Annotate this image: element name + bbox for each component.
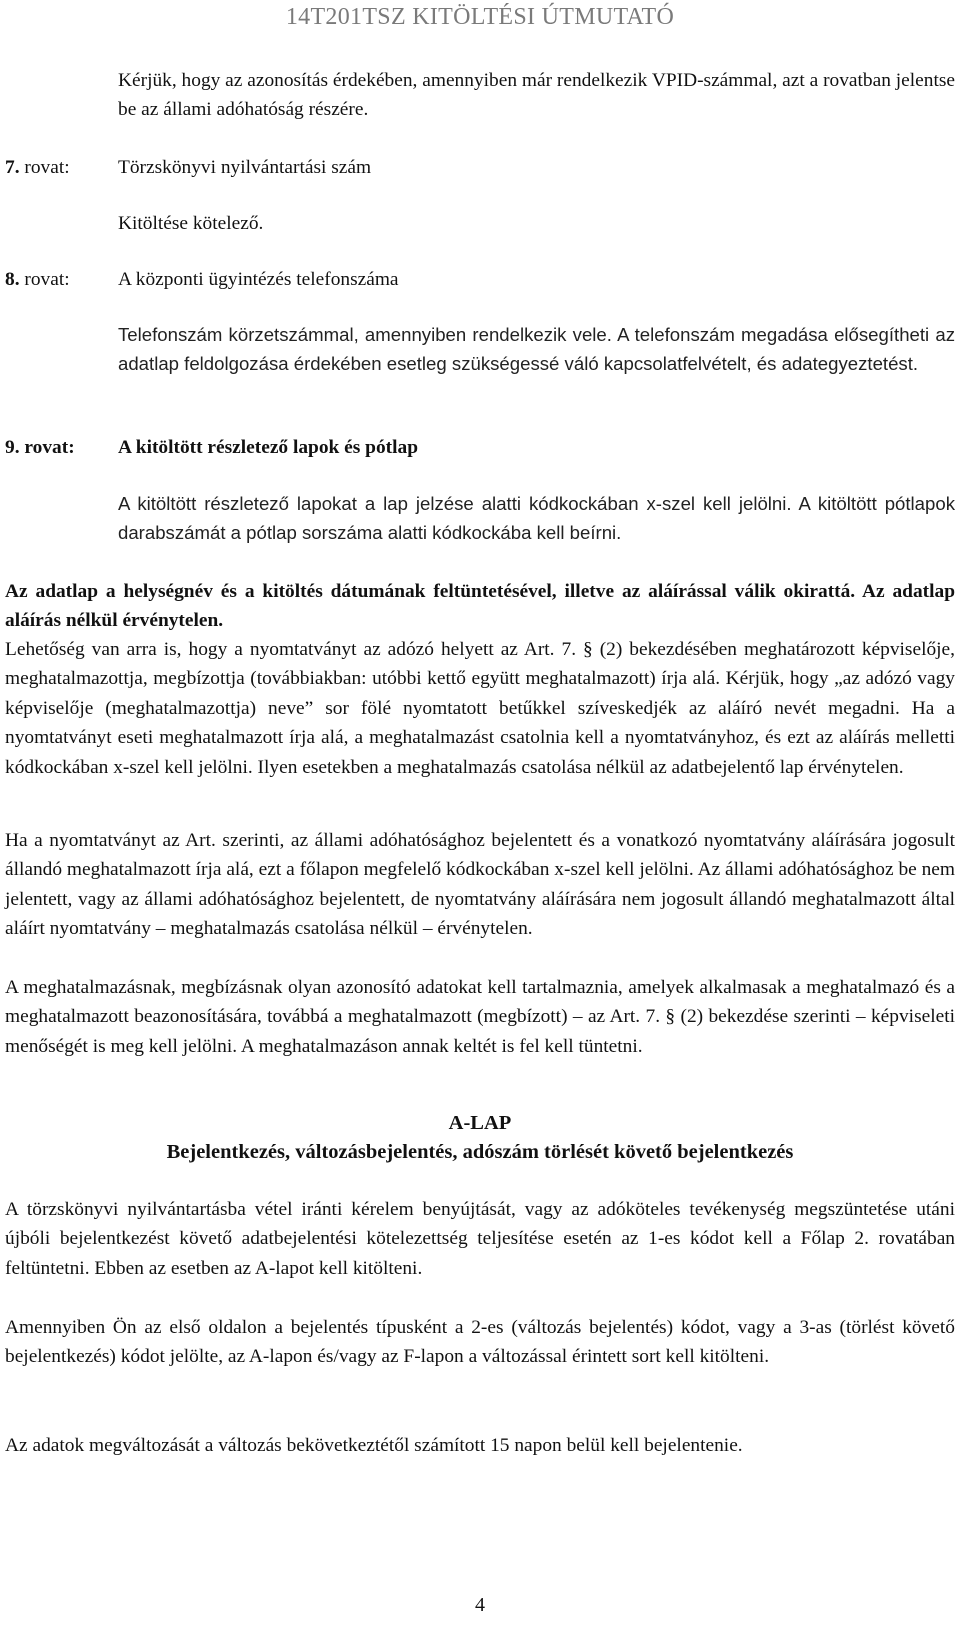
rovat-8-body: Telefonszám körzetszámmal, amennyiben rendelkezik vele. A telefonszám megadása elősegítheti az adatlap feldolgozása érdekében esetleg szükségessé váló kapcsolatfelvételt, és adategyeztetést.	[118, 324, 955, 375]
alap-heading: A-LAP	[448, 1112, 512, 1134]
signature-paragraph-3: A meghatalmazásnak, megbízásnak olyan azonosító adatokat kell tartalmaznia, amelyek alkalmasak a meghatalmazó és a meghatalmazott beazonosítására, továbbá a meghatalmazott (megbízott) – az Art. 7. § (2) bekezdése szerinti – képviseleti menőségét is meg kell jelölni. A meghatalmazáson annak keltét is fel kell tüntetni.	[5, 977, 955, 1057]
rovat-7-body: Kitöltése kötelező.	[118, 213, 264, 234]
signature-bold-notice-1: Az adatlap a helységnév és a kitöltés dátumának feltüntetésével, illetve az aláírással válik okirattá.	[5, 581, 856, 602]
signature-bold-notice	[5, 577, 955, 636]
signature-paragraph-1: Lehetőség van arra is, hogy a nyomtatványt az adózó helyett az Art. 7. § (2) bekezdésében meghatározott képviselője, meghatalmazottja, megbízottja (továbbiakban: utóbbi kettő együtt meghatalmazott) írja alá. Kérjük, hogy „az adózó vagy képviselője (meghatalmazottja) neve” sor fölé nyomtatott betűkkel szíveskedjék az aláíró nevét megadni. Ha a nyomtatványt eseti meghatalmazott írja alá, a meghatalmazást csatolnia kell a nyomtatványhoz, és ezt az aláírás melletti kódkockában x-szel kell jelölni. Ilyen esetekben a meghatalmazás csatolása nélkül az adatbejelentő lap érvénytelen.	[5, 639, 955, 778]
rovat-9-body: A kitöltött részletező lapokat a lap jelzése alatti kódkockában x-szel kell jelölni. A kitöltött pótlapok darabszámát a pótlap sorszáma alatti kódkockába kell beírni.	[118, 493, 955, 544]
rovat-8-label: rovat:	[24, 269, 70, 290]
rovat-7-heading	[5, 153, 372, 182]
page-number: 4	[475, 1594, 485, 1616]
alap-subheading: Bejelentkezés, változásbejelentés, adószám törlését követő bejelentkezés	[166, 1141, 794, 1163]
rovat-9-number: 9.	[5, 437, 20, 458]
rovat-9-heading	[5, 433, 418, 462]
alap-paragraph-2: Amennyiben Ön az első oldalon a bejelentés típusként a 2-es (változás bejelentés) kódot, vagy a 3-as (törlést követő bejelentkezés) kódot jelölte, az A-lapon és/vagy az F-lapon a változással érintett sort kell kitölteni.	[5, 1317, 955, 1368]
rovat-7-title: Törzskönyvi nyilvántartási szám	[118, 157, 372, 178]
rovat-8-number: 8.	[5, 269, 20, 290]
alap-paragraph-1: A törzskönyvi nyilvántartásba vétel iránti kérelem benyújtását, vagy az adóköteles tevékenység megszüntetése utáni újbóli bejelentkezést követő adatbejelentési kötelezettség teljesítése esetén az 1-es kódot kell a Főlap 2. rovatában feltüntetni. Ebben az esetben az A-lapot kell kitölteni.	[5, 1199, 955, 1279]
rovat-7-number: 7.	[5, 157, 20, 178]
rovat-8-heading	[5, 265, 399, 294]
alap-paragraph-3: Az adatok megváltozását a változás bekövetkeztétől számított 15 napon belül kell bejelentenie.	[5, 1435, 743, 1456]
rovat-8-title: A központi ügyintézés telefonszáma	[118, 269, 399, 290]
rovat-9-title: A kitöltött részletező lapok és pótlap	[118, 437, 418, 458]
intro-paragraph: Kérjük, hogy az azonosítás érdekében, amennyiben már rendelkezik VPID-számmal, azt a rovatban jelentse be az állami adóhatóság részére.	[118, 70, 955, 121]
signature-paragraph-2: Ha a nyomtatványt az Art. szerinti, az állami adóhatósághoz bejelentett és a vonatkozó nyomtatvány aláírására jogosult állandó meghatalmazott írja alá, ezt a főlapon megfelelő kódkockában x-szel kell jelölni. Az állami adóhatósághoz be nem jelentett, vagy az állami adóhatósághoz bejelentett, de nyomtatvány aláírására nem jogosult állandó meghatalmazott által aláírt nyomtatvány – meghatalmazás csatolása nélkül – érvénytelen.	[5, 830, 955, 940]
rovat-9-label: rovat:	[24, 437, 75, 458]
page-header: 14T201TSZ KITÖLTÉSI ÚTMUTATÓ	[285, 4, 675, 30]
rovat-7-label: rovat:	[24, 157, 70, 178]
signature-bold-notice-2: Az adatlap aláírás nélkül érvénytelen.	[5, 581, 955, 632]
